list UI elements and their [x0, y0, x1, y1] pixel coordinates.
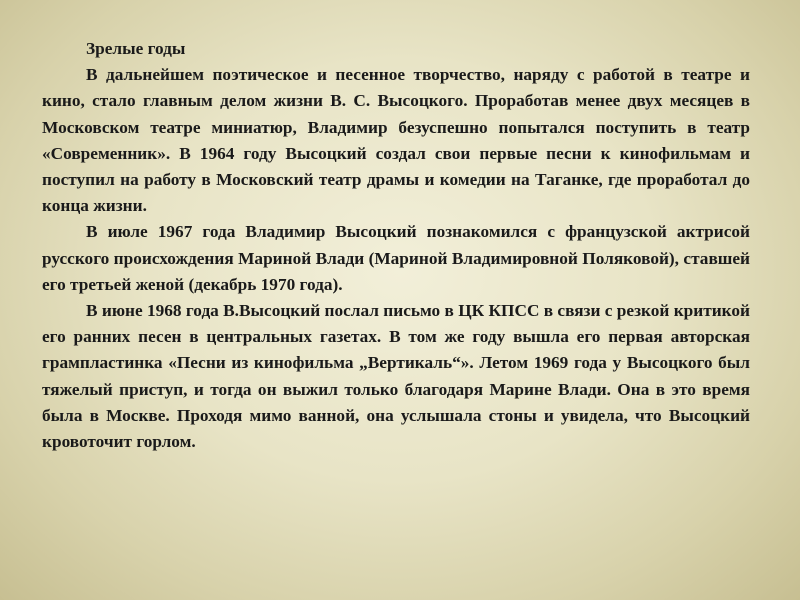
paragraph-3: В июне 1968 года В.Высоцкий послал письмо в ЦК КПСС в связи с резкой критикой его ранних песен в центральных газетах. В том же году вышла его первая авторская грампластинка «Песни из кинофильма „Вертикаль“». Летом 1969 года у Высоцкого был тяжелый приступ, и тогда он выжил только благодаря Марине Влади. Она в это время была в Москве. Проходя мимо ванной, она услышала стоны и увидела, что Высоцкий кровоточит горлом. [42, 301, 750, 452]
section-heading: Зрелые годы [86, 39, 186, 58]
paragraph-2: В июле 1967 года Владимир Высоцкий познакомился с французской актрисой русского происхождения Мариной Влади (Мариной Владимировной Поляковой), ставшей его третьей женой (декабрь 1970 года). [42, 222, 750, 294]
slide-text-block [42, 36, 750, 455]
paragraph-1: В дальнейшем поэтическое и песенное творчество, наряду с работой в театре и кино, стало главным делом жизни В. С. Высоцкого. Проработав менее двух месяцев в Московском театре миниатюр, Владимир безуспешно попытался поступить в театр «Современник». В 1964 году Высоцкий создал свои первые песни к кинофильмам и поступил на работу в Московский театр драмы и комедии на Таганке, где проработал до конца жизни. [42, 65, 750, 216]
